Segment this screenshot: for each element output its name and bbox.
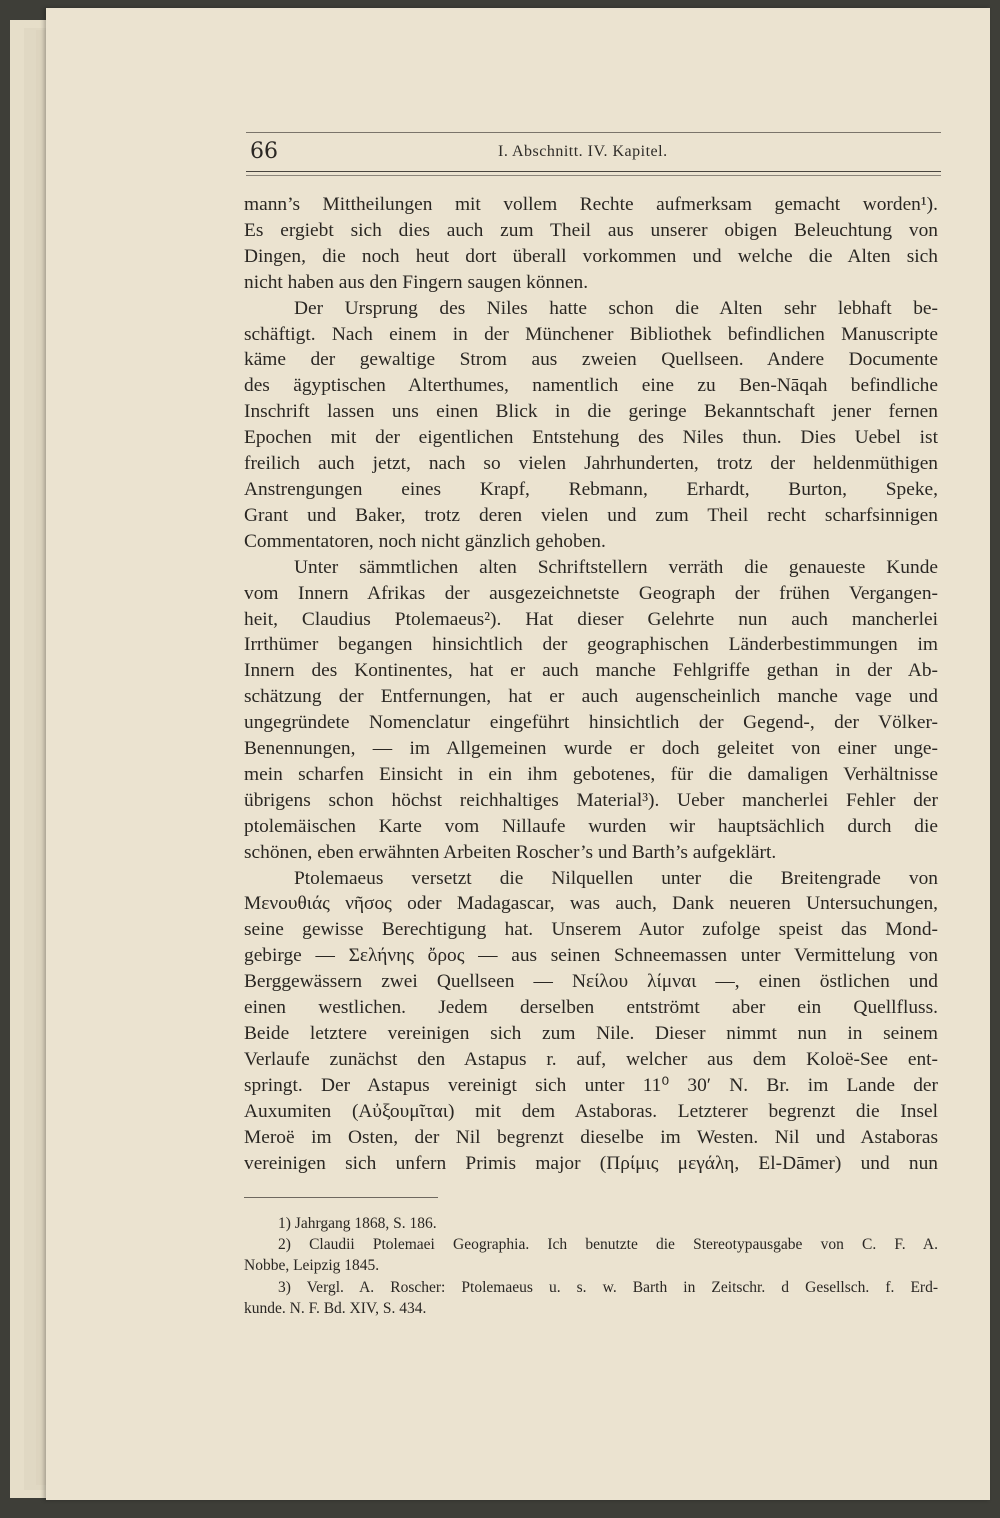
text-line: Commentatoren, noch nicht gänzlich gehoben. — [244, 530, 606, 552]
text-line: Benennungen, — im Allgemeinen wurde er doch geleitet von einer unge- — [244, 738, 938, 760]
text-line: schönen, eben erwähnten Arbeiten Roscher’s und Barth’s aufgeklärt. — [244, 841, 777, 863]
footnote: 2) Claudii Ptolemaei Geographia. Ich benutzte die Stereotypausgabe von C. F. A. — [278, 1236, 938, 1254]
text-line: ptolemäischen Karte vom Nillaufe wurden wir hauptsächlich durch die — [244, 815, 938, 837]
text-line: Grant und Baker, trotz deren vielen und zum Theil recht scharfsinnigen — [244, 504, 938, 526]
text-line: Ptolemaeus versetzt die Nilquellen unter die Breitengrade von — [294, 867, 938, 889]
page-number: 66 — [250, 139, 278, 164]
footnote: kunde. N. F. Bd. XIV, S. 434. — [244, 1299, 427, 1317]
text-line: schätzung der Entfernungen, hat er auch augenscheinlich manche vage und — [244, 686, 938, 708]
text-line: einen westlichen. Jedem derselben entströmt aber ein Quellfluss. — [244, 997, 938, 1019]
text-line: Irrthümer begangen hinsichtlich der geographischen Länderbestimmungen im — [244, 634, 938, 656]
text-line: schäftigt. Nach einem in der Münchener Bibliothek befindlichen Manuscripte — [244, 323, 938, 345]
running-head: I. Abschnitt. IV. Kapitel. — [498, 143, 668, 160]
text-line: Auxumiten (Αὐξουμῖται) mit dem Astaboras. Letzterer begrenzt die Insel — [244, 1100, 938, 1122]
text-line: nicht haben aus den Fingern saugen können. — [244, 271, 589, 293]
footnote: 1) Jahrgang 1868, S. 186. — [278, 1215, 437, 1232]
footnote-rule — [244, 1197, 438, 1198]
text-line: heit, Claudius Ptolemaeus²). Hat dieser Gelehrte nun auch mancherlei — [244, 608, 938, 630]
header-rule — [246, 171, 941, 172]
header-rule — [246, 175, 941, 176]
text-line: Innern des Kontinentes, hat er auch manche Fehlgriffe gethan in der Ab- — [244, 660, 938, 682]
text-line: Verlaufe zunächst den Astapus r. auf, welcher aus dem Koloë-See ent- — [244, 1048, 938, 1070]
text-line: vom Innern Afrikas der ausgezeichnetste Geograph der frühen Vergangen- — [244, 582, 938, 604]
text-line: Der Ursprung des Niles hatte schon die Alten sehr lebhaft be- — [294, 297, 938, 319]
text-line: springt. Der Astapus vereinigt sich unter 11⁰ 30′ N. Br. im Lande der — [244, 1074, 938, 1096]
text-line: Inschrift lassen uns einen Blick in die geringe Bekanntschaft jener fernen — [244, 401, 938, 423]
text-line: Μενουθιάς νῆσος oder Madagascar, was auch, Dank neueren Untersuchungen, — [244, 893, 938, 915]
text-line: vereinigen sich unfern Primis major (Πρίμις μεγάλη, El-Dāmer) und nun — [244, 1152, 938, 1174]
text-line: Beide letztere vereinigen sich zum Nile. Dieser nimmt nun in seinem — [244, 1023, 938, 1044]
text-line: käme der gewaltige Strom aus zweien Quellseen. Andere Documente — [244, 349, 938, 371]
text-line: Dingen, die noch heut dort überall vorkommen und welche die Alten sich — [244, 245, 938, 267]
text-line: Berggewässern zwei Quellseen — Νείλου λίμναι —, einen östlichen und — [244, 971, 938, 993]
text-line: Epochen mit der eigentlichen Entstehung des Niles thun. Dies Uebel ist — [244, 427, 938, 449]
text-line: des ägyptischen Alterthumes, namentlich eine zu Ben-Nāqah befindliche — [244, 375, 938, 397]
text-line: ungegründete Nomenclatur eingeführt hinsichtlich der Gegend-, der Völker- — [244, 712, 938, 734]
text-line: seine gewisse Berechtigung hat. Unserem Autor zufolge speist das Mond- — [244, 919, 938, 941]
text-line: freilich auch jetzt, nach so vielen Jahrhunderten, trotz der heldenmüthigen — [244, 453, 938, 475]
text-line: Unter sämmtlichen alten Schriftstellern verräth die genaueste Kunde — [294, 556, 938, 578]
footnote: 3) Vergl. A. Roscher: Ptolemaeus u. s. w. Barth in Zeitschr. d Gesellsch. f. Erd- — [278, 1278, 938, 1296]
text-line: gebirge — Σελήνης ὄρος — aus seinen Schneemassen unter Vermittelung von — [244, 945, 938, 967]
footnote: Nobbe, Leipzig 1845. — [244, 1257, 380, 1275]
page-header — [246, 132, 941, 173]
footnotes — [244, 1213, 938, 1319]
text-line: mann’s Mittheilungen mit vollem Rechte aufmerksam gemacht worden¹). — [244, 194, 938, 215]
text-line: mein scharfen Einsicht in ein ihm gebotenes, für die damaligen Verhältnisse — [244, 763, 938, 785]
text-line: Meroë im Osten, der Nil begrenzt dieselbe im Westen. Nil und Astaboras — [244, 1126, 938, 1148]
text-line: Es ergiebt sich dies auch zum Theil aus unserer obigen Beleuchtung von — [244, 219, 938, 241]
text-line: Anstrengungen eines Krapf, Rebmann, Erhardt, Burton, Speke, — [244, 478, 938, 500]
text-line: übrigens schon höchst reichhaltiges Material³). Ueber mancherlei Fehler der — [244, 789, 938, 811]
body-text — [244, 192, 938, 1176]
